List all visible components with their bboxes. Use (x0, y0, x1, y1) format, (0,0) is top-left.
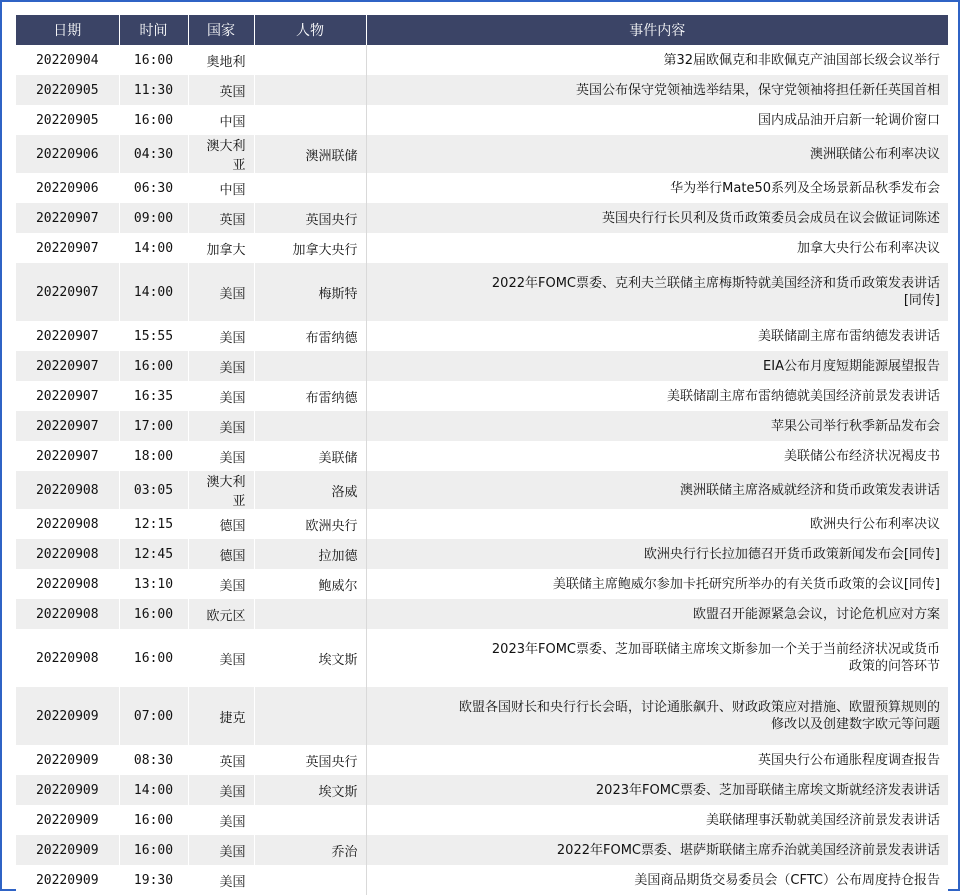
event-line: 2022年FOMC票委、克利夫兰联储主席梅斯特就美国经济和货币政策发表讲话 (491, 276, 940, 291)
cell-person (254, 75, 366, 105)
event-line: 欧盟各国财长和央行行长会晤，讨论通胀飙升、财政政策应对措施、欧盟预算规则的 (458, 700, 940, 715)
cell-date: 20220909 (16, 865, 119, 895)
cell-event (366, 173, 948, 203)
cell-date: 20220908 (16, 599, 119, 629)
event-line: 苹果公司举行秋季新品发布会 (770, 418, 940, 434)
cell-event (366, 441, 948, 471)
cell-time: 16:00 (119, 351, 188, 381)
table-row (16, 75, 948, 105)
table-row (16, 45, 948, 75)
cell-country: 英国 (188, 203, 254, 233)
cell-date: 20220909 (16, 687, 119, 745)
cell-date: 20220908 (16, 629, 119, 687)
cell-date: 20220905 (16, 75, 119, 105)
cell-date: 20220908 (16, 509, 119, 539)
cell-person: 洛威 (254, 471, 366, 509)
cell-date: 20220908 (16, 471, 119, 509)
table-row (16, 471, 948, 509)
event-line: 美联储主席鲍威尔参加卡托研究所举办的有关货币政策的会议[同传] (552, 576, 940, 592)
cell-time: 08:30 (119, 745, 188, 775)
cell-country: 中国 (188, 173, 254, 203)
cell-event (366, 321, 948, 351)
cell-event (366, 539, 948, 569)
event-line: 美联储理事沃勒就美国经济前景发表讲话 (705, 812, 940, 828)
cell-event (366, 233, 948, 263)
table-row (16, 835, 948, 865)
cell-time: 07:00 (119, 687, 188, 745)
event-line: 欧盟召开能源紧急会议，讨论危机应对方案 (692, 606, 940, 622)
cell-event (366, 105, 948, 135)
cell-event (366, 263, 948, 321)
event-line: 加拿大央行公布利率决议 (796, 240, 940, 256)
cell-time: 16:00 (119, 835, 188, 865)
cell-time: 12:45 (119, 539, 188, 569)
cell-country: 美国 (188, 569, 254, 599)
cell-time: 04:30 (119, 135, 188, 173)
cell-time: 14:00 (119, 775, 188, 805)
cell-time: 16:00 (119, 599, 188, 629)
cell-time: 15:55 (119, 321, 188, 351)
cell-person: 鲍威尔 (254, 569, 366, 599)
table-row (16, 351, 948, 381)
table-row (16, 629, 948, 687)
cell-person (254, 805, 366, 835)
cell-date: 20220907 (16, 203, 119, 233)
cell-country: 德国 (188, 539, 254, 569)
cell-event (366, 745, 948, 775)
cell-event (366, 411, 948, 441)
cell-date: 20220909 (16, 745, 119, 775)
cell-country: 美国 (188, 835, 254, 865)
cell-event (366, 135, 948, 173)
cell-country: 欧元区 (188, 599, 254, 629)
cell-time: 03:05 (119, 471, 188, 509)
cell-country: 美国 (188, 441, 254, 471)
cell-country: 德国 (188, 509, 254, 539)
cell-country: 美国 (188, 775, 254, 805)
cell-date: 20220909 (16, 775, 119, 805)
cell-time: 19:30 (119, 865, 188, 895)
cell-person: 梅斯特 (254, 263, 366, 321)
cell-country: 澳大利亚 (188, 135, 254, 173)
cell-country: 捷克 (188, 687, 254, 745)
event-line: 美联储公布经济状况褐皮书 (783, 448, 940, 464)
cell-country: 中国 (188, 105, 254, 135)
cell-person: 布雷纳德 (254, 381, 366, 411)
cell-date: 20220908 (16, 539, 119, 569)
cell-event (366, 775, 948, 805)
cell-country: 奥地利 (188, 45, 254, 75)
cell-person: 拉加德 (254, 539, 366, 569)
cell-event (366, 629, 948, 687)
event-line: 英国公布保守党领袖选举结果，保守党领袖将担任新任英国首相 (575, 82, 940, 98)
table-row (16, 687, 948, 745)
cell-date: 20220909 (16, 835, 119, 865)
cell-event (366, 203, 948, 233)
cell-time: 16:35 (119, 381, 188, 411)
header-person: 人物 (254, 15, 366, 45)
cell-person: 埃文斯 (254, 629, 366, 687)
cell-time: 14:00 (119, 233, 188, 263)
cell-time: 16:00 (119, 805, 188, 835)
cell-country: 澳大利亚 (188, 471, 254, 509)
table-row (16, 509, 948, 539)
event-line: 美国商品期货交易委员会（CFTC）公布周度持仓报告 (634, 872, 940, 888)
event-line: 美联储副主席布雷纳德发表讲话 (757, 328, 940, 344)
event-line: 2022年FOMC票委、堪萨斯联储主席乔治就美国经济前景发表讲话 (556, 842, 940, 858)
event-line: 修改以及创建数字欧元等问题 (770, 717, 940, 732)
event-calendar-table (16, 15, 948, 895)
cell-time: 09:00 (119, 203, 188, 233)
event-line: 2023年FOMC票委、芝加哥联储主席埃文斯就经济发表讲话 (595, 782, 940, 798)
table-row (16, 805, 948, 835)
cell-time: 14:00 (119, 263, 188, 321)
event-line: 美联储副主席布雷纳德就美国经济前景发表讲话 (666, 388, 940, 404)
table-row (16, 775, 948, 805)
cell-date: 20220908 (16, 569, 119, 599)
cell-time: 13:10 (119, 569, 188, 599)
cell-date: 20220907 (16, 321, 119, 351)
event-line: 第32届欧佩克和非欧佩克产油国部长级会议举行 (663, 52, 940, 68)
cell-time: 16:00 (119, 105, 188, 135)
header-time: 时间 (119, 15, 188, 45)
cell-country: 美国 (188, 805, 254, 835)
cell-time: 18:00 (119, 441, 188, 471)
table-row (16, 203, 948, 233)
cell-time: 17:00 (119, 411, 188, 441)
cell-person (254, 105, 366, 135)
event-line: 2023年FOMC票委、芝加哥联储主席埃文斯参加一个关于当前经济状况或货币 (491, 642, 940, 657)
table-row (16, 441, 948, 471)
event-line: 华为举行Mate50系列及全场景新品秋季发布会 (670, 180, 940, 196)
cell-person: 英国央行 (254, 203, 366, 233)
table-row (16, 381, 948, 411)
cell-person (254, 173, 366, 203)
cell-date: 20220906 (16, 135, 119, 173)
cell-person: 欧洲央行 (254, 509, 366, 539)
cell-event (366, 687, 948, 745)
event-line: 政策的问答环节 (848, 659, 940, 674)
cell-date: 20220904 (16, 45, 119, 75)
cell-person: 埃文斯 (254, 775, 366, 805)
cell-country: 美国 (188, 381, 254, 411)
cell-person (254, 687, 366, 745)
cell-event (366, 599, 948, 629)
cell-date: 20220906 (16, 173, 119, 203)
cell-event (366, 835, 948, 865)
cell-person: 美联储 (254, 441, 366, 471)
cell-person (254, 411, 366, 441)
cell-date: 20220907 (16, 233, 119, 263)
cell-date: 20220907 (16, 411, 119, 441)
table-row (16, 745, 948, 775)
table-row (16, 411, 948, 441)
cell-event (366, 509, 948, 539)
header-country: 国家 (188, 15, 254, 45)
table-row (16, 321, 948, 351)
cell-country: 美国 (188, 865, 254, 895)
cell-person (254, 351, 366, 381)
cell-country: 英国 (188, 745, 254, 775)
cell-time: 06:30 (119, 173, 188, 203)
cell-person: 布雷纳德 (254, 321, 366, 351)
cell-person (254, 45, 366, 75)
event-line: 英国央行行长贝利及货币政策委员会成员在议会做证词陈述 (601, 210, 940, 226)
cell-person: 加拿大央行 (254, 233, 366, 263)
table-row (16, 263, 948, 321)
table-row (16, 233, 948, 263)
cell-date: 20220905 (16, 105, 119, 135)
cell-time: 16:00 (119, 45, 188, 75)
cell-country: 英国 (188, 75, 254, 105)
cell-time: 16:00 (119, 629, 188, 687)
cell-country: 加拿大 (188, 233, 254, 263)
cell-event (366, 569, 948, 599)
event-line: 澳洲联储公布利率决议 (809, 146, 940, 162)
table-row (16, 569, 948, 599)
cell-country: 美国 (188, 411, 254, 441)
event-line: 欧洲央行行长拉加德召开货币政策新闻发布会[同传] (643, 546, 940, 562)
cell-country: 美国 (188, 321, 254, 351)
event-line: 国内成品油开启新一轮调价窗口 (757, 112, 940, 128)
header-date: 日期 (16, 15, 119, 45)
table-row (16, 539, 948, 569)
header-row (16, 15, 948, 45)
cell-event (366, 351, 948, 381)
cell-date: 20220909 (16, 805, 119, 835)
cell-date: 20220907 (16, 381, 119, 411)
cell-event (366, 471, 948, 509)
table-row (16, 105, 948, 135)
cell-date: 20220907 (16, 441, 119, 471)
cell-event (366, 75, 948, 105)
cell-country: 美国 (188, 351, 254, 381)
cell-person: 英国央行 (254, 745, 366, 775)
cell-event (366, 805, 948, 835)
cell-person: 澳洲联储 (254, 135, 366, 173)
cell-date: 20220907 (16, 351, 119, 381)
table-row (16, 135, 948, 173)
cell-event (366, 381, 948, 411)
event-line: EIA公布月度短期能源展望报告 (763, 358, 940, 374)
event-line: [同传] (903, 293, 940, 308)
cell-person (254, 599, 366, 629)
cell-country: 美国 (188, 629, 254, 687)
cell-date: 20220907 (16, 263, 119, 321)
event-line: 澳洲联储主席洛威就经济和货币政策发表讲话 (679, 482, 940, 498)
event-line: 欧洲央行公布利率决议 (809, 516, 940, 532)
cell-country: 美国 (188, 263, 254, 321)
cell-time: 11:30 (119, 75, 188, 105)
cell-time: 12:15 (119, 509, 188, 539)
cell-person: 乔治 (254, 835, 366, 865)
table-row (16, 599, 948, 629)
header-event: 事件内容 (366, 15, 948, 45)
table-row (16, 173, 948, 203)
event-line: 英国央行公布通胀程度调查报告 (757, 752, 940, 768)
cell-event (366, 45, 948, 75)
